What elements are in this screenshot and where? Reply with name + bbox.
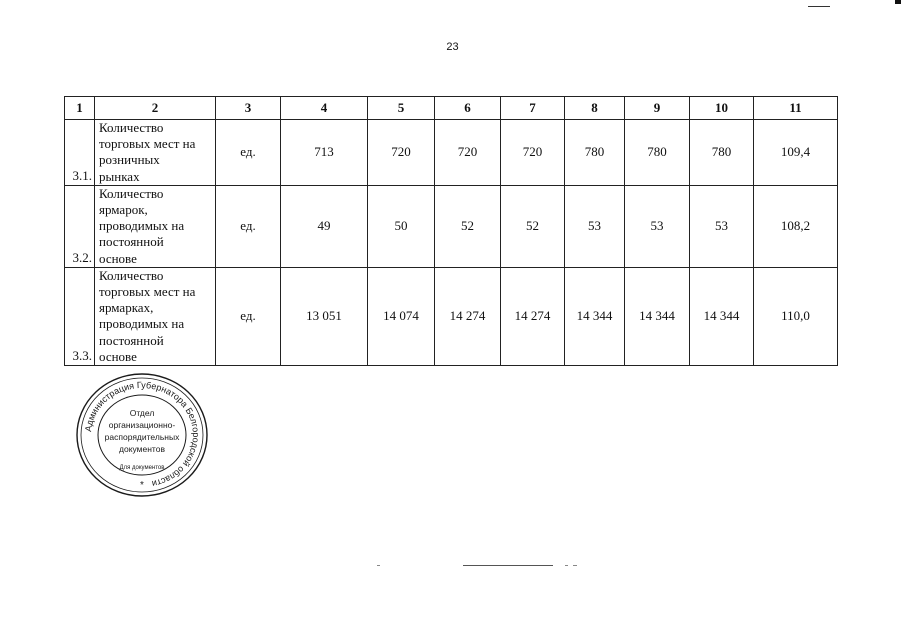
indicator-name (95, 185, 216, 267)
header-row (65, 97, 838, 120)
header-cell: 6 (435, 97, 501, 120)
name-line: торговых мест на (99, 284, 196, 300)
value-cell: 52 (435, 185, 501, 267)
value-cell: 780 (690, 120, 754, 186)
value-cell: 14 274 (501, 267, 565, 365)
header-cell: 2 (95, 97, 216, 120)
header-cell: 1 (65, 97, 95, 120)
value-cell: 53 (625, 185, 690, 267)
official-stamp (75, 372, 209, 498)
indicator-name (95, 267, 216, 365)
value-cell: 14 344 (625, 267, 690, 365)
stamp-inner-line: организационно- (108, 420, 176, 430)
value-cell: 14 074 (368, 267, 435, 365)
table-row (65, 267, 838, 365)
header-cell: 11 (754, 97, 838, 120)
table-row (65, 120, 838, 186)
name-line: Количество (99, 267, 164, 283)
value-cell: 720 (368, 120, 435, 186)
name-line: торговых мест на (99, 136, 196, 152)
unit-cell: ед. (216, 120, 281, 186)
unit-cell: ед. (216, 267, 281, 365)
row-number: 3.2. (65, 185, 95, 267)
value-cell: 720 (501, 120, 565, 186)
scan-artifact-line (463, 565, 553, 566)
header-cell: 7 (501, 97, 565, 120)
value-cell: 14 274 (435, 267, 501, 365)
header-cell: 3 (216, 97, 281, 120)
value-cell: 108,2 (754, 185, 838, 267)
scan-artifact-mark (565, 565, 568, 566)
name-line: ярмарок, (99, 202, 148, 218)
name-line: проводимых на (99, 316, 185, 332)
value-cell: 780 (625, 120, 690, 186)
value-cell: 52 (501, 185, 565, 267)
page-number: 23 (446, 41, 459, 53)
indicator-name (95, 120, 216, 186)
value-cell: 53 (690, 185, 754, 267)
unit-cell: ед. (216, 185, 281, 267)
corner-block-mark (895, 0, 901, 4)
stamp-inner-line: документов (119, 444, 165, 454)
name-line: проводимых на (99, 218, 185, 234)
value-cell: 110,0 (754, 267, 838, 365)
scan-artifact-mark (573, 565, 577, 566)
row-number: 3.1. (65, 120, 95, 186)
data-table (64, 96, 838, 366)
value-cell: 713 (281, 120, 368, 186)
name-line: Количество (99, 185, 164, 201)
name-line: Количество (99, 120, 164, 135)
header-cell: 8 (565, 97, 625, 120)
row-number: 3.3. (65, 267, 95, 365)
name-line: основе (99, 348, 137, 364)
header-cell: 5 (368, 97, 435, 120)
stamp-bottom-text: Для документов (119, 465, 165, 471)
header-cell: 10 (690, 97, 754, 120)
stamp-inner-line: распорядительных (104, 432, 180, 442)
name-line: постоянной (99, 332, 164, 348)
name-line: розничных (99, 152, 160, 168)
value-cell: 50 (368, 185, 435, 267)
name-line: основе (99, 250, 137, 266)
name-line: ярмарках, (99, 300, 154, 316)
value-cell: 720 (435, 120, 501, 186)
value-cell: 49 (281, 185, 368, 267)
table-row (65, 185, 838, 267)
value-cell: 13 051 (281, 267, 368, 365)
stamp-inner-line: Отдел (129, 408, 155, 418)
stamp-star-icon: * (140, 480, 144, 491)
value-cell: 14 344 (565, 267, 625, 365)
value-cell: 780 (565, 120, 625, 186)
name-line: постоянной (99, 234, 164, 250)
scan-artifact-mark (377, 565, 380, 566)
name-line: рынках (99, 168, 140, 184)
value-cell: 109,4 (754, 120, 838, 186)
header-cell: 9 (625, 97, 690, 120)
header-cell: 4 (281, 97, 368, 120)
value-cell: 53 (565, 185, 625, 267)
corner-line-mark (808, 6, 830, 7)
value-cell: 14 344 (690, 267, 754, 365)
stamp-outer-text: Администрация Губернатора Белгородской области (83, 379, 202, 490)
